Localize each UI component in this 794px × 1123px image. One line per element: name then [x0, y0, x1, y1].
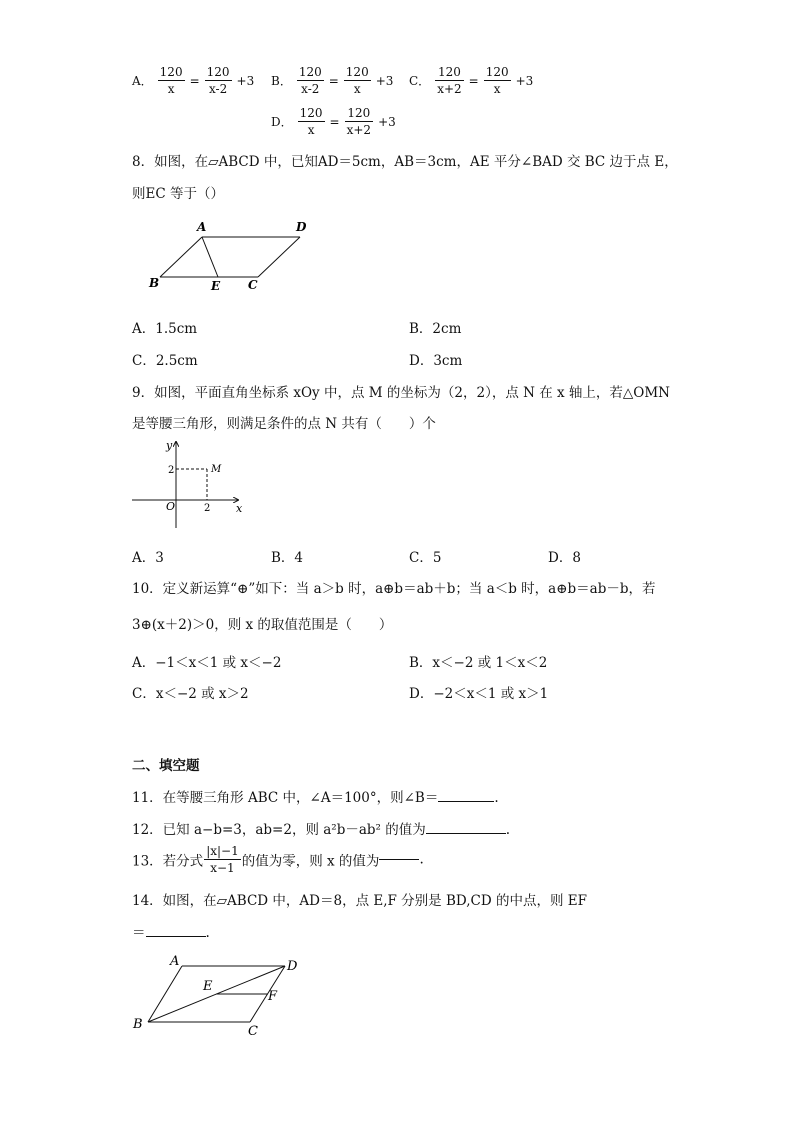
- point-m-label: M: [211, 464, 222, 475]
- q8-option-c: C．2.5cm: [132, 353, 198, 369]
- q9-option-a: A．3: [132, 550, 164, 566]
- fraction: $\frac{120}{x}$: [485, 65, 509, 96]
- q14-parallelogram-figure: [128, 948, 318, 1040]
- point-e-label: E: [211, 279, 221, 293]
- answer-blank[interactable]: [379, 859, 419, 860]
- q7-option-d: D． $\frac{120}{x}$ = $\frac{120}{x+2}$ +3: [271, 106, 396, 137]
- x-tick-label: 2: [204, 503, 211, 514]
- q10-stem-line2: 3⊕(x＋2)＞0，则 x 的取值范围是（ ）: [132, 617, 393, 633]
- q8-stem-line1: 8．如图，在▱ABCD 中，已知AD＝5cm，AB＝3cm，AE 平分∠BAD 交 BC 边于点 E，: [132, 154, 678, 170]
- q7-option-a: A． $\frac{120}{x}$ = $\frac{120}{x-2}$ +3: [132, 65, 255, 96]
- q14-stem-line1: 14．如图，在▱ABCD 中，AD＝8，点 E,F 分别是 BD,CD 的中点，则 EF: [132, 893, 587, 909]
- point-b-label: B: [133, 1017, 143, 1032]
- point-d-label: D: [296, 220, 307, 234]
- x-axis-label: x: [236, 502, 243, 515]
- q10-option-c: C．x＜−2 或 x＞2: [132, 686, 249, 702]
- fraction: $\frac{120}{x}$: [159, 65, 183, 96]
- q7-option-b: B． $\frac{120}{x-2}$ = $\frac{120}{x}$ +3: [271, 65, 394, 96]
- fraction: $\frac{|x|-1}{x-1}$: [206, 844, 239, 875]
- fraction: $\frac{120}{x+2}$: [346, 106, 372, 137]
- origin-label: O: [166, 500, 176, 513]
- q8-stem-line2: 则EC 等于（）: [132, 186, 224, 202]
- q8-parallelogram-figure: [140, 215, 320, 295]
- point-f-label: F: [268, 989, 278, 1004]
- point-d-label: D: [287, 959, 298, 974]
- fraction: $\frac{120}{x}$: [345, 65, 369, 96]
- q7-option-c: C． $\frac{120}{x+2}$ = $\frac{120}{x}$ +3: [409, 65, 534, 96]
- q9-coordinate-figure: [128, 436, 258, 532]
- q8-option-b: B．2cm: [409, 321, 462, 337]
- q8-option-d: D．3cm: [409, 353, 463, 369]
- q10-stem-line1: 10．定义新运算“⊕”如下：当 a＞b 时，a⊕b＝ab＋b；当 a＜b 时，a⊕b＝ab－b，若: [132, 581, 656, 597]
- answer-blank[interactable]: [438, 801, 494, 802]
- q9-option-c: C．5: [409, 550, 442, 566]
- section-title-fill-in: 二、填空题: [132, 758, 200, 774]
- point-e-label: E: [203, 979, 213, 994]
- answer-blank[interactable]: [426, 833, 506, 834]
- fraction: $\frac{120}{x}$: [299, 106, 323, 137]
- point-c-label: C: [248, 1024, 258, 1039]
- y-axis-label: y: [166, 439, 173, 452]
- point-b-label: B: [149, 276, 160, 290]
- q10-option-b: B．x＜−2 或 1＜x＜2: [409, 655, 548, 671]
- answer-blank[interactable]: [146, 936, 206, 937]
- fraction: $\frac{120}{x-2}$: [206, 65, 230, 96]
- q13: 13．若分式 $\frac{|x|-1}{x-1}$ 的值为零，则 x 的值为 .: [132, 844, 424, 875]
- fraction: $\frac{120}{x+2}$: [437, 65, 462, 96]
- q8-option-a: A．1.5cm: [132, 321, 198, 337]
- q12: 12．已知 a−b=3，ab=2，则 a²b－ab² 的值为 .: [132, 822, 511, 838]
- point-a-label: A: [170, 954, 180, 969]
- y-tick-label: 2: [168, 465, 175, 476]
- q10-option-a: A．−1＜x＜1 或 x＜−2: [132, 655, 282, 671]
- q9-option-d: D．8: [548, 550, 581, 566]
- fraction: $\frac{120}{x-2}$: [298, 65, 322, 96]
- q11: 11．在等腰三角形 ABC 中，∠A＝100°，则∠B＝ .: [132, 790, 499, 806]
- q14-stem-line2: ＝ .: [132, 925, 210, 941]
- point-c-label: C: [248, 278, 258, 292]
- q10-option-d: D．−2＜x＜1 或 x＞1: [409, 686, 549, 702]
- q9-stem-line1: 9．如图，平面直角坐标系 xOy 中，点 M 的坐标为（2，2），点 N 在 x 轴上，若△OMN: [132, 385, 670, 401]
- q9-option-b: B．4: [271, 550, 304, 566]
- point-a-label: A: [197, 220, 207, 234]
- q9-stem-line2: 是等腰三角形，则满足条件的点 N 共有（ ）个: [132, 416, 436, 432]
